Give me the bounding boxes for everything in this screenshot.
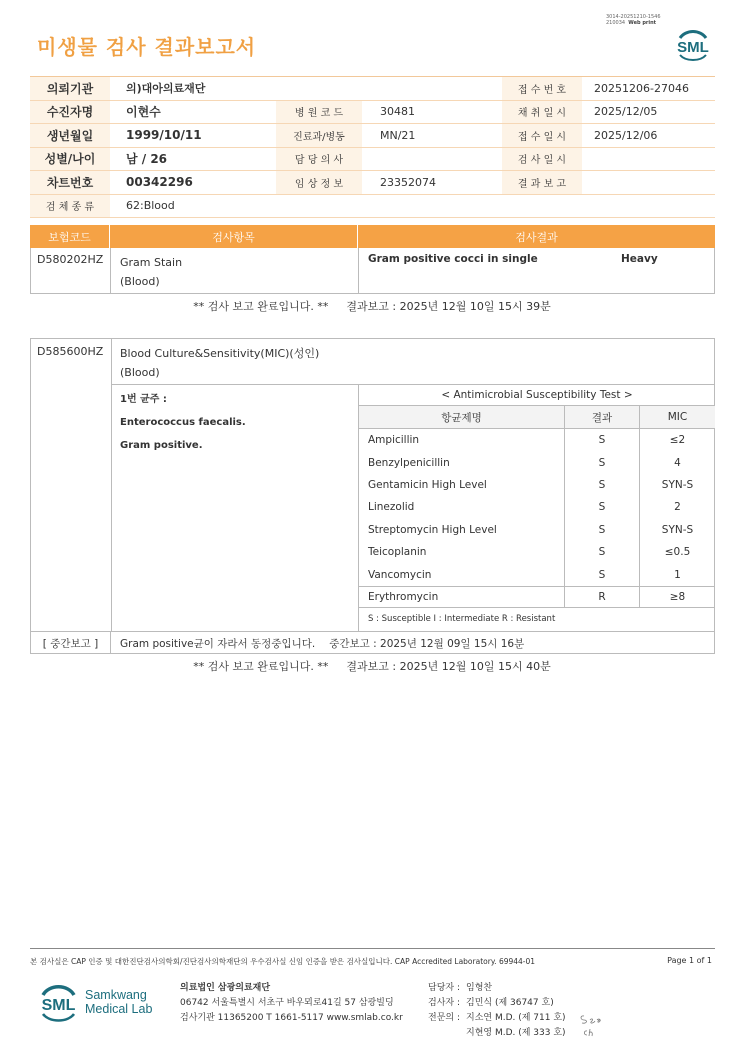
ast-row	[359, 563, 715, 585]
sml-logo-icon	[672, 24, 714, 64]
drug-result: S	[564, 563, 639, 585]
label-chart-no: 차트번호	[30, 171, 110, 194]
info-row	[30, 77, 715, 101]
value-department: MN/21	[380, 128, 416, 142]
svg-text:SML: SML	[677, 39, 709, 56]
interim-report-row	[31, 631, 714, 654]
test-specimen: (Blood)	[120, 366, 160, 379]
patient-info-table	[30, 76, 715, 218]
ast-row	[359, 429, 715, 451]
label-doctor: 담 당 의 사	[276, 148, 362, 171]
drug-result: S	[564, 519, 639, 541]
drug-name: Ampicillin	[368, 434, 420, 447]
drug-name: Linezolid	[368, 501, 415, 514]
test-name: Blood Culture&Sensitivity(MIC)(성인)	[120, 347, 320, 360]
drug-mic: ≤2	[639, 429, 715, 451]
page-number: Page 1 of 1	[667, 956, 712, 965]
ast-row	[359, 496, 715, 518]
ast-row	[359, 451, 715, 473]
sml-logo-icon	[36, 980, 81, 1026]
drug-result: S	[564, 451, 639, 473]
drug-name: Teicoplanin	[368, 546, 427, 559]
value-specimen-type: 62:Blood	[126, 199, 175, 213]
label-specimen-type: 검 체 종 류	[30, 195, 110, 218]
test-name-block	[111, 248, 359, 293]
value-collection-date: 2025/12/05	[594, 105, 658, 119]
value-received-date: 2025/12/06	[594, 128, 658, 142]
drug-mic: 2	[639, 496, 715, 518]
value-birth-date: 1999/10/11	[126, 128, 202, 143]
test-code: D585600HZ	[37, 345, 104, 358]
info-row	[30, 171, 715, 195]
value-result-report	[582, 171, 715, 194]
label-requester: 의뢰기관	[30, 77, 110, 100]
value-hospital-code: 30481	[380, 105, 415, 119]
label-accession-no: 접 수 번 호	[502, 77, 582, 100]
label-birth-date: 생년월일	[30, 124, 110, 147]
isolate-label: 1번 균주 :	[120, 394, 167, 405]
staff-row: 검사자 : 김민식 (제 36747 호)	[428, 998, 554, 1008]
drug-result: S	[564, 496, 639, 518]
label-test-date: 검 사 일 시	[502, 148, 582, 171]
info-row	[30, 101, 715, 125]
drug-name: Gentamicin High Level	[368, 478, 487, 491]
drug-mic: 1	[639, 563, 715, 585]
ast-row	[359, 519, 715, 541]
signature-icon	[578, 1011, 610, 1039]
ast-title: < Antimicrobial Susceptibility Test >	[359, 384, 715, 406]
label-hospital-code: 병 원 코 드	[276, 101, 362, 124]
info-row	[30, 195, 715, 219]
value-chart-no: 00342296	[126, 175, 193, 190]
value-sex-age: 남 / 26	[126, 152, 168, 167]
page-title: 미생물 검사 결과보고서	[37, 35, 257, 59]
interim-text: Gram positive균이 자라서 동정중입니다.	[120, 637, 316, 650]
staff-row: 전문의 : 지소연 M.D. (제 711 호)	[428, 1013, 566, 1023]
drug-result: R	[564, 587, 639, 607]
blood-culture-result	[30, 338, 715, 654]
drug-mic: SYN-S	[639, 519, 715, 541]
staff-list	[428, 981, 566, 1041]
drug-name: Erythromycin	[368, 590, 439, 603]
ast-row	[359, 586, 715, 608]
brand-name: Samkwang Medical Lab	[85, 988, 153, 1016]
test-specimen: (Blood)	[120, 275, 160, 288]
ast-table	[358, 384, 715, 631]
print-code: 3014-20251210-1546 210034 Web print	[606, 14, 661, 26]
ast-row	[359, 474, 715, 496]
test-grade: Heavy	[621, 253, 658, 265]
ast-header-mic: MIC	[639, 406, 715, 428]
test-name: Gram Stain	[120, 256, 183, 269]
report-complete-line: ** 검사 보고 완료입니다. ** 결과보고 : 2025년 12월 10일 15시 40분	[193, 660, 551, 673]
ast-header-row	[359, 406, 715, 429]
test-code: D580202HZ	[31, 248, 111, 293]
organism-block	[120, 388, 246, 457]
drug-mic: 4	[639, 451, 715, 473]
value-patient-name: 이현수	[126, 105, 161, 120]
svg-text:SML: SML	[41, 997, 76, 1014]
value-doctor	[362, 148, 502, 171]
organism-name: Enterococcus faecalis.	[120, 417, 246, 428]
info-row	[30, 148, 715, 172]
drug-mic: SYN-S	[639, 474, 715, 496]
header-insurance-code: 보험코드	[30, 225, 110, 248]
label-sex-age: 성별/나이	[30, 148, 110, 171]
result-header	[30, 225, 715, 248]
test-result: Gram positive cocci in single	[368, 253, 538, 265]
drug-name: Benzylpenicillin	[368, 456, 450, 469]
ast-row	[359, 541, 715, 563]
ast-legend: S : Susceptible I : Intermediate R : Resistant	[368, 614, 556, 625]
label-result-report: 결 과 보 고	[502, 171, 582, 194]
header-test-result: 검사결과	[515, 230, 558, 244]
value-requester: 의)대아의료재단	[126, 82, 206, 96]
institution-info: 의료법인 삼광의료재단 06742 서울특별시 서초구 바우뫼로41길 57 삼광빌딩 검사기관 11365200 T 1661-5117 www.smlab.co.kr	[180, 983, 403, 1023]
ast-header-drug: 항균제명	[441, 411, 482, 424]
info-row	[30, 124, 715, 148]
gram-type: Gram positive.	[120, 440, 203, 451]
label-clinical-info: 임 상 정 보	[276, 171, 362, 194]
drug-name: Streptomycin High Level	[368, 523, 497, 536]
interim-text-block	[111, 632, 714, 654]
ast-header-result: 결과	[564, 406, 639, 428]
drug-name: Vancomycin	[368, 568, 432, 581]
test-name-block	[120, 344, 319, 382]
label-collection-date: 채 취 일 시	[502, 101, 582, 124]
report-complete-line: ** 검사 보고 완료입니다. ** 결과보고 : 2025년 12월 10일 15시 39분	[193, 300, 551, 313]
test-result-block	[359, 248, 714, 293]
interim-time: 중간보고 : 2025년 12월 09일 15시 16분	[329, 637, 525, 650]
interim-label: [ 중간보고 ]	[31, 632, 111, 654]
cap-accreditation-note: 본 검사실은 CAP 인증 및 대한진단검사의학회/진단검사의학재단의 우수검사실 신임 인증을 받은 검사실입니다. CAP Accredited Laboratory. 69944-01	[30, 957, 536, 966]
value-accession-no: 20251206-27046	[594, 81, 689, 95]
drug-result: S	[564, 474, 639, 496]
header-test-item: 검사항목	[110, 225, 358, 248]
staff-row: 담당자 : 임형찬	[428, 983, 493, 993]
drug-result: S	[564, 429, 639, 451]
footer-divider	[30, 948, 715, 949]
gram-stain-result	[30, 248, 715, 294]
value-clinical-info: 23352074	[380, 175, 436, 189]
drug-mic: ≥8	[639, 587, 715, 607]
staff-row: 지현영 M.D. (제 333 호)	[466, 1028, 566, 1038]
drug-mic: ≤0.5	[639, 541, 715, 563]
label-patient-name: 수진자명	[30, 101, 110, 124]
label-received-date: 접 수 일 시	[502, 124, 582, 147]
value-test-date	[582, 148, 715, 171]
label-department: 진료과/병동	[276, 124, 362, 147]
drug-result: S	[564, 541, 639, 563]
